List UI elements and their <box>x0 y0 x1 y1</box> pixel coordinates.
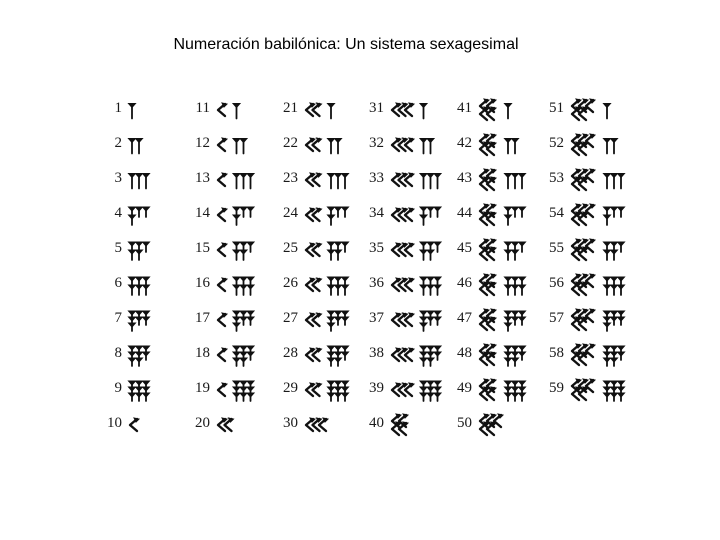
numeral-label: 4 <box>114 205 122 221</box>
cuneiform-glyph-icon <box>564 374 624 406</box>
cuneiform-glyph-icon <box>384 304 444 336</box>
cuneiform-glyph-icon <box>122 164 182 196</box>
numeral-cell <box>268 93 358 128</box>
numeral-cell <box>534 198 624 233</box>
numeral-label: 48 <box>457 345 472 361</box>
cuneiform-glyph-icon <box>384 94 444 126</box>
cuneiform-glyph-icon <box>210 374 270 406</box>
numeral-label: 17 <box>195 310 210 326</box>
cuneiform-glyph-icon <box>384 269 444 301</box>
numeral-label: 29 <box>283 380 298 396</box>
cuneiform-glyph-icon <box>472 164 532 196</box>
cuneiform-glyph-icon <box>472 269 532 301</box>
numeral-label: 12 <box>195 135 210 151</box>
numeral-cell <box>442 128 532 163</box>
numeral-label: 26 <box>283 275 298 291</box>
cuneiform-glyph-icon <box>122 234 182 266</box>
cuneiform-glyph-icon <box>210 269 270 301</box>
cuneiform-glyph-icon <box>210 234 270 266</box>
numeral-cell <box>180 303 270 338</box>
numeral-label: 33 <box>369 170 384 186</box>
numeral-label: 22 <box>283 135 298 151</box>
numeral-cell <box>180 408 270 443</box>
numeral-cell <box>442 198 532 233</box>
cuneiform-glyph-icon <box>472 199 532 231</box>
numeral-label: 51 <box>549 100 564 116</box>
cuneiform-glyph-icon <box>122 374 182 406</box>
numeral-cell <box>180 338 270 373</box>
numeral-cell <box>92 373 182 408</box>
numeral-label: 21 <box>283 100 298 116</box>
numeral-cell <box>354 198 444 233</box>
numeral-label: 45 <box>457 240 472 256</box>
numeral-cell <box>442 268 532 303</box>
cuneiform-glyph-icon <box>210 199 270 231</box>
numeral-cell <box>180 93 270 128</box>
numeral-label: 44 <box>457 205 472 221</box>
numeral-label: 56 <box>549 275 564 291</box>
numeral-label: 7 <box>114 310 122 326</box>
numeral-label: 10 <box>107 415 122 431</box>
numeral-label: 3 <box>114 170 122 186</box>
cuneiform-glyph-icon <box>298 339 358 371</box>
numeral-cell <box>354 163 444 198</box>
numeral-label: 47 <box>457 310 472 326</box>
numeral-cell <box>180 198 270 233</box>
numeral-cell <box>442 163 532 198</box>
cuneiform-glyph-icon <box>298 304 358 336</box>
numeral-cell <box>442 233 532 268</box>
numeral-label: 54 <box>549 205 564 221</box>
cuneiform-glyph-icon <box>210 339 270 371</box>
numeral-label: 2 <box>114 135 122 151</box>
cuneiform-glyph-icon <box>122 409 182 441</box>
page-title: Numeración babilónica: Un sistema sexagesimal <box>173 36 519 53</box>
cuneiform-glyph-icon <box>564 234 624 266</box>
numeral-cell <box>268 338 358 373</box>
numeral-cell <box>354 373 444 408</box>
numeral-label: 39 <box>369 380 384 396</box>
numeral-table <box>92 93 622 438</box>
numeral-label: 55 <box>549 240 564 256</box>
numeral-cell <box>92 268 182 303</box>
numeral-column <box>92 93 182 438</box>
cuneiform-glyph-icon <box>472 374 532 406</box>
cuneiform-glyph-icon <box>298 199 358 231</box>
numeral-cell <box>534 268 624 303</box>
numeral-label: 35 <box>369 240 384 256</box>
numeral-label: 14 <box>195 205 210 221</box>
cuneiform-glyph-icon <box>384 199 444 231</box>
numeral-cell <box>442 303 532 338</box>
numeral-cell <box>92 198 182 233</box>
numeral-cell <box>92 338 182 373</box>
cuneiform-glyph-icon <box>298 374 358 406</box>
cuneiform-glyph-icon <box>472 409 532 441</box>
numeral-label: 38 <box>369 345 384 361</box>
numeral-label: 30 <box>283 415 298 431</box>
cuneiform-glyph-icon <box>564 164 624 196</box>
numeral-cell <box>92 163 182 198</box>
numeral-cell <box>442 93 532 128</box>
cuneiform-glyph-icon <box>564 129 624 161</box>
numeral-label: 16 <box>195 275 210 291</box>
numeral-label: 32 <box>369 135 384 151</box>
numeral-cell <box>354 233 444 268</box>
numeral-label: 49 <box>457 380 472 396</box>
numeral-column <box>180 93 270 438</box>
numeral-cell <box>92 233 182 268</box>
numeral-column <box>268 93 358 438</box>
cuneiform-glyph-icon <box>564 94 624 126</box>
numeral-cell <box>268 128 358 163</box>
cuneiform-glyph-icon <box>122 269 182 301</box>
cuneiform-glyph-icon <box>564 199 624 231</box>
cuneiform-glyph-icon <box>298 164 358 196</box>
numeral-cell <box>534 338 624 373</box>
numeral-cell <box>268 408 358 443</box>
numeral-cell <box>534 303 624 338</box>
numeral-label: 34 <box>369 205 384 221</box>
numeral-cell <box>354 408 444 443</box>
cuneiform-glyph-icon <box>210 164 270 196</box>
cuneiform-glyph-icon <box>384 339 444 371</box>
numeral-label: 11 <box>195 100 210 116</box>
cuneiform-glyph-icon <box>384 164 444 196</box>
numeral-cell <box>268 268 358 303</box>
numeral-label: 40 <box>369 415 384 431</box>
numeral-cell <box>92 128 182 163</box>
numeral-cell <box>534 373 624 408</box>
cuneiform-glyph-icon <box>564 339 624 371</box>
numeral-column <box>442 93 532 438</box>
numeral-label: 52 <box>549 135 564 151</box>
numeral-cell <box>180 373 270 408</box>
numeral-cell <box>534 233 624 268</box>
cuneiform-glyph-icon <box>472 339 532 371</box>
numeral-cell <box>180 163 270 198</box>
cuneiform-glyph-icon <box>298 94 358 126</box>
cuneiform-glyph-icon <box>564 269 624 301</box>
numeral-label: 8 <box>114 345 122 361</box>
cuneiform-glyph-icon <box>298 234 358 266</box>
cuneiform-glyph-icon <box>564 304 624 336</box>
numeral-cell <box>92 408 182 443</box>
numeral-cell <box>442 408 532 443</box>
numeral-cell <box>354 128 444 163</box>
numeral-cell <box>354 303 444 338</box>
cuneiform-glyph-icon <box>472 234 532 266</box>
numeral-label: 13 <box>195 170 210 186</box>
numeral-label: 53 <box>549 170 564 186</box>
cuneiform-glyph-icon <box>210 129 270 161</box>
numeral-cell <box>534 163 624 198</box>
cuneiform-glyph-icon <box>298 409 358 441</box>
cuneiform-glyph-icon <box>210 94 270 126</box>
numeral-label: 27 <box>283 310 298 326</box>
numeral-label: 6 <box>114 275 122 291</box>
numeral-label: 23 <box>283 170 298 186</box>
numeral-cell <box>442 373 532 408</box>
cuneiform-glyph-icon <box>472 304 532 336</box>
cuneiform-glyph-icon <box>384 409 444 441</box>
numeral-cell <box>268 373 358 408</box>
numeral-label: 20 <box>195 415 210 431</box>
numeral-cell <box>92 303 182 338</box>
cuneiform-glyph-icon <box>472 94 532 126</box>
numeral-label: 43 <box>457 170 472 186</box>
numeral-label: 36 <box>369 275 384 291</box>
numeral-label: 9 <box>114 380 122 396</box>
numeral-cell <box>268 198 358 233</box>
cuneiform-glyph-icon <box>298 129 358 161</box>
numeral-label: 41 <box>457 100 472 116</box>
numeral-cell <box>180 268 270 303</box>
numeral-cell <box>268 303 358 338</box>
numeral-label: 46 <box>457 275 472 291</box>
numeral-cell <box>534 93 624 128</box>
numeral-label: 19 <box>195 380 210 396</box>
cuneiform-glyph-icon <box>384 374 444 406</box>
numeral-label: 5 <box>114 240 122 256</box>
numeral-label: 31 <box>369 100 384 116</box>
numeral-column <box>534 93 624 438</box>
cuneiform-glyph-icon <box>210 409 270 441</box>
numeral-cell <box>354 338 444 373</box>
numeral-label: 15 <box>195 240 210 256</box>
numeral-cell <box>268 233 358 268</box>
numeral-cell <box>354 268 444 303</box>
numeral-label: 24 <box>283 205 298 221</box>
numeral-cell <box>180 233 270 268</box>
numeral-label: 57 <box>549 310 564 326</box>
numeral-cell <box>354 93 444 128</box>
numeral-cell <box>180 128 270 163</box>
numeral-cell <box>442 338 532 373</box>
numeral-label: 1 <box>114 100 122 116</box>
cuneiform-glyph-icon <box>298 269 358 301</box>
numeral-label: 25 <box>283 240 298 256</box>
cuneiform-glyph-icon <box>122 339 182 371</box>
cuneiform-glyph-icon <box>122 304 182 336</box>
cuneiform-glyph-icon <box>472 129 532 161</box>
cuneiform-glyph-icon <box>384 234 444 266</box>
numeral-cell <box>534 128 624 163</box>
numeral-cell <box>268 163 358 198</box>
numeral-label: 50 <box>457 415 472 431</box>
numeral-label: 28 <box>283 345 298 361</box>
cuneiform-glyph-icon <box>122 129 182 161</box>
cuneiform-glyph-icon <box>122 94 182 126</box>
numeral-column <box>354 93 444 438</box>
cuneiform-glyph-icon <box>122 199 182 231</box>
cuneiform-glyph-icon <box>384 129 444 161</box>
numeral-label: 18 <box>195 345 210 361</box>
numeral-cell <box>92 93 182 128</box>
cuneiform-glyph-icon <box>210 304 270 336</box>
numeral-label: 58 <box>549 345 564 361</box>
numeral-label: 42 <box>457 135 472 151</box>
numeral-label: 59 <box>549 380 564 396</box>
numeral-label: 37 <box>369 310 384 326</box>
